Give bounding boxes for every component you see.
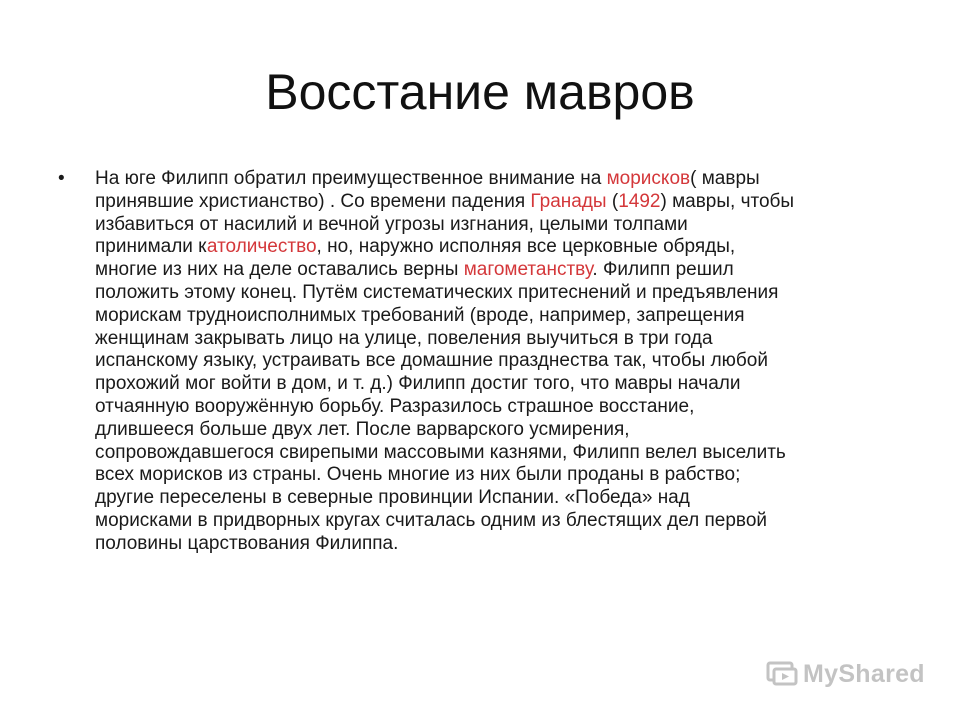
paragraph-line bbox=[95, 236, 908, 259]
highlighted-term: 1492 bbox=[618, 190, 661, 212]
paragraph-line bbox=[95, 419, 908, 442]
text-run: ( мавры bbox=[690, 168, 760, 189]
text-run: половины царствования Филиппа. bbox=[95, 532, 399, 554]
text-run: женщинам закрывать лицо на улице, повеления выучиться в три года bbox=[95, 327, 713, 349]
paragraph-line bbox=[95, 442, 908, 465]
text-run: прохожий мог войти в дом, и т. д.) Филипп достиг того, что мавры начали bbox=[95, 373, 741, 395]
text-run: принимали к bbox=[95, 236, 207, 258]
paragraph-text bbox=[95, 168, 908, 556]
paragraph-line bbox=[95, 487, 908, 510]
text-run: ( bbox=[606, 190, 619, 212]
watermark bbox=[765, 656, 925, 692]
list-item bbox=[58, 168, 908, 556]
bullet-list bbox=[58, 168, 908, 556]
text-run: испанскому языку, устраивать все домашние празднества так, чтобы любой bbox=[95, 350, 768, 372]
text-run: . Филипп решил bbox=[592, 259, 734, 281]
highlighted-term: Гранады bbox=[530, 190, 607, 212]
slide-title: Восстание мавров bbox=[265, 64, 695, 120]
paragraph-line bbox=[95, 328, 908, 351]
text-run: избавиться от насилий и вечной угрозы изгнания, целыми толпами bbox=[95, 213, 688, 235]
text-run: морискам трудноисполнимых требований (вроде, например, запрещения bbox=[95, 304, 745, 326]
text-run: многие из них на деле оставались верны bbox=[95, 259, 464, 281]
paragraph-line bbox=[95, 214, 908, 237]
text-run: морисками в придворных кругах считалась одним из блестящих дел первой bbox=[95, 509, 767, 531]
text-run: На юге Филипп обратил преимущественное внимание на bbox=[95, 168, 607, 189]
watermark-brand: MyShared bbox=[803, 659, 925, 688]
highlighted-term: атоличество bbox=[206, 236, 317, 258]
paragraph-line bbox=[95, 396, 908, 419]
paragraph-line bbox=[95, 305, 908, 328]
text-run: принявшие христианство) . Со времени падения bbox=[95, 190, 531, 212]
bullet-dot: • bbox=[58, 168, 65, 189]
paragraph-line bbox=[95, 259, 908, 282]
text-run: другие переселены в северные провинции Испании. «Победа» над bbox=[95, 487, 690, 509]
text-run: длившееся больше двух лет. После варварского усмирения, bbox=[95, 418, 630, 440]
paragraph-line bbox=[95, 282, 908, 305]
text-run: сопровождавшегося свирепыми массовыми казнями, Филипп велел выселить bbox=[95, 441, 786, 463]
paragraph-line bbox=[95, 373, 908, 396]
highlighted-term: морисков bbox=[606, 168, 691, 189]
highlighted-term: магометанству bbox=[463, 259, 593, 281]
myshared-logo-icon bbox=[765, 657, 799, 691]
text-run: , но, наружно исполняя все церковные обряды, bbox=[316, 236, 736, 258]
paragraph-line bbox=[95, 350, 908, 373]
paragraph-line bbox=[95, 191, 908, 214]
text-run: отчаянную вооружённую борьбу. Разразилось страшное восстание, bbox=[95, 395, 695, 417]
text-run: всех морисков из страны. Очень многие из них были проданы в рабство; bbox=[95, 464, 741, 486]
text-run: ) мавры, чтобы bbox=[660, 190, 795, 212]
paragraph-line bbox=[95, 168, 908, 191]
text-run: положить этому конец. Путём систематических притеснений и предъявления bbox=[95, 281, 779, 303]
paragraph-line bbox=[95, 510, 908, 533]
paragraph-line bbox=[95, 464, 908, 487]
paragraph-line bbox=[95, 533, 908, 556]
